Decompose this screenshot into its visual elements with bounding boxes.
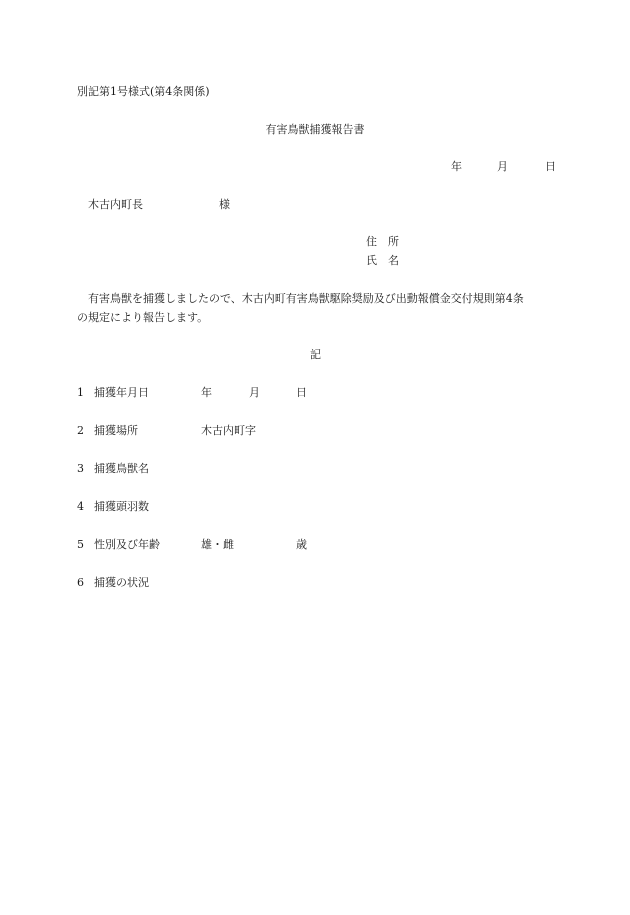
- item-number: 4: [77, 500, 84, 513]
- item-number: 6: [77, 576, 84, 589]
- item-age-label: 歳: [296, 538, 307, 551]
- form-id: 別記第1号様式(第4条関係): [77, 85, 210, 98]
- item-label: 捕獲鳥獣名: [94, 462, 149, 475]
- date-month-label: 月: [497, 160, 508, 173]
- item-number: 1: [77, 386, 84, 399]
- addressee-honorific: 様: [219, 198, 230, 211]
- item-year-label: 年: [201, 386, 212, 399]
- item-label: 捕獲年月日: [94, 386, 149, 399]
- name-label: 氏 名: [366, 254, 399, 267]
- item-month-label: 月: [249, 386, 260, 399]
- item-sex-value: 雄・雌: [201, 538, 234, 551]
- body-line-2: の規定により報告します。: [77, 311, 209, 324]
- date-day-label: 日: [545, 160, 556, 173]
- item-number: 2: [77, 424, 84, 437]
- addressee-name: 木古内町長: [88, 198, 143, 211]
- item-label: 捕獲頭羽数: [94, 500, 149, 513]
- item-value: 木古内町字: [201, 424, 256, 437]
- address-label: 住 所: [366, 235, 399, 248]
- body-line-1: 有害鳥獣を捕獲しましたので、木古内町有害鳥獣駆除奨励及び出動報償金交付規則第4条: [88, 292, 524, 305]
- item-day-label: 日: [296, 386, 307, 399]
- item-number: 5: [77, 538, 84, 551]
- item-number: 3: [77, 462, 84, 475]
- ki-heading: 記: [310, 348, 321, 361]
- item-label: 捕獲の状況: [94, 576, 149, 589]
- item-label: 捕獲場所: [94, 424, 138, 437]
- document-title: 有害鳥獣捕獲報告書: [265, 123, 365, 136]
- item-label: 性別及び年齢: [94, 538, 160, 551]
- date-year-label: 年: [451, 160, 462, 173]
